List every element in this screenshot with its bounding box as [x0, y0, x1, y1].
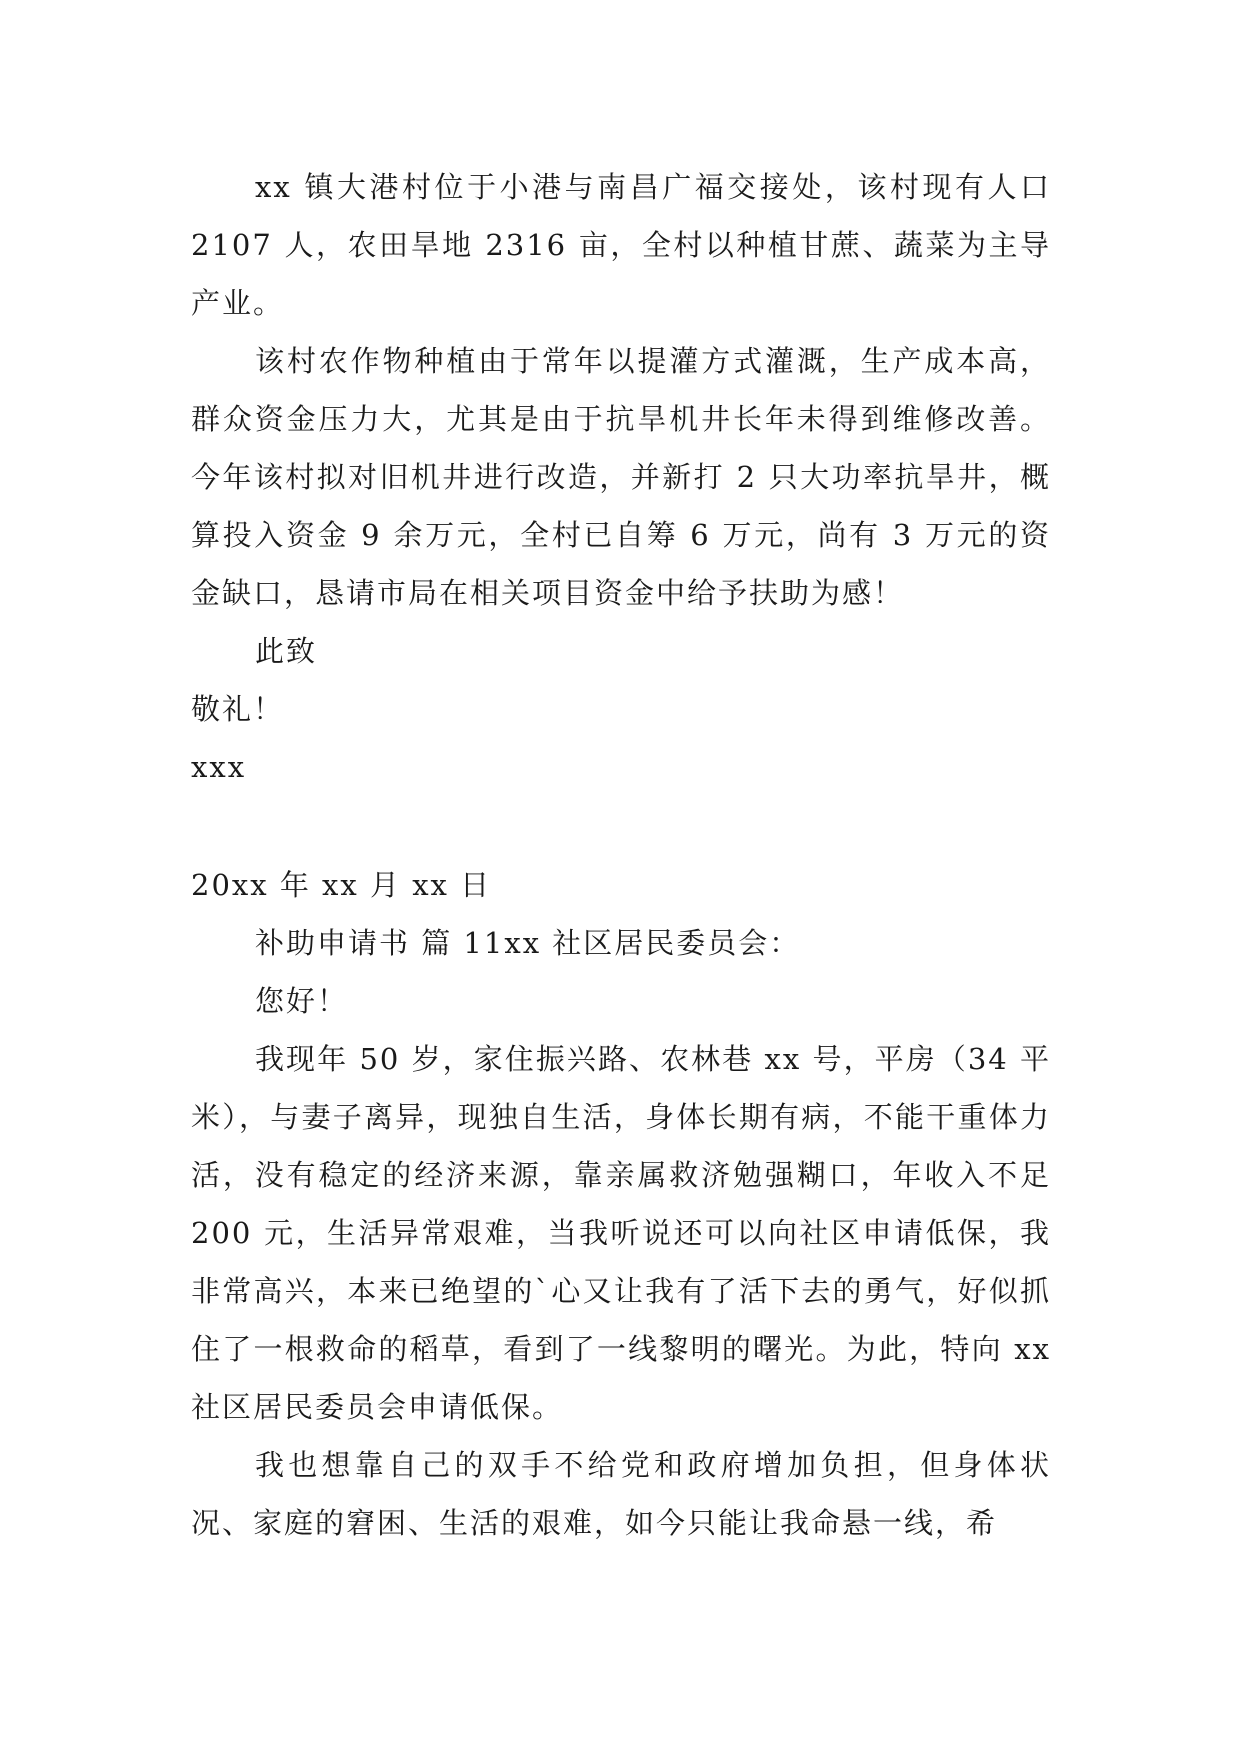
paragraph-funding-request: 该村农作物种植由于常年以提灌方式灌溉，生产成本高，群众资金压力大，尤其是由于抗旱机井长年未得到维修改善。今年该村拟对旧机井进行改造，并新打 2 只大功率抗旱井，概算投入资金 9 余万元，全村已自筹 6 万元，尚有 3 万元的资金缺口，恳请市局在相关项目资金中给予扶助为感！: [191, 344, 1051, 610]
paragraph-plea: 我也想靠自己的双手不给党和政府增加负担，但身体状况、家庭的窘困、生活的艰难，如今只能让我命悬一线，希: [191, 1448, 1051, 1540]
greeting: 您好！: [255, 984, 349, 1018]
closing-salutation: 此致: [255, 634, 318, 668]
document-body: [191, 158, 1051, 1552]
section-heading-recipient: 补助申请书 篇 11xx 社区居民委员会：: [255, 926, 801, 960]
paragraph-personal-situation: 我现年 50 岁，家住振兴路、农林巷 xx 号，平房（34 平米），与妻子离异，现独自生活，身体长期有病，不能干重体力活，没有稳定的经济来源，靠亲属救济勉强糊口，年收入不足 200 元，生活异常艰难，当我听说还可以向社区申请低保，我非常高兴，本来已绝望的`心又让我有了活下去的勇气，好似抓住了一根救命的稻草，看到了一线黎明的曙光。为此，特向 xx 社区居民委员会申请低保。: [191, 1042, 1051, 1424]
signature-date: 20xx 年 xx 月 xx 日: [191, 868, 492, 902]
signature-name: xxx: [191, 750, 247, 784]
paragraph-village-intro: xx 镇大港村位于小港与南昌广福交接处，该村现有人口 2107 人，农田旱地 2316 亩，全村以种植甘蔗、蔬菜为主导产业。: [191, 170, 1051, 320]
closing-regards: 敬礼！: [191, 692, 285, 726]
